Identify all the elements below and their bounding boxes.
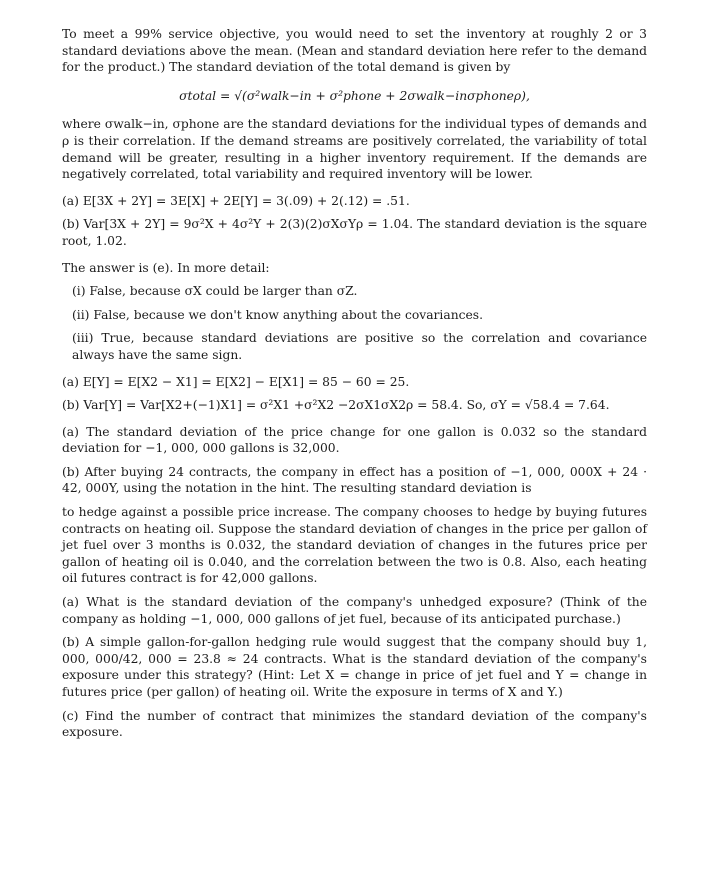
answer-intro: The answer is (e). In more detail:	[62, 260, 270, 275]
total-sd-formula: σtotal = √(σ²walk−in + σ²phone + 2σwalk−inσphoneρ),	[179, 88, 530, 103]
answer-item-iii: (iii) True, because standard deviations are positive so the correlation and covariance always have the same sign.	[72, 331, 647, 362]
answer-b2: (b) Var[Y] = Var[X2+(−1)X1] = σ²X1 +σ²X2 −2σX1σX2ρ = 58.4. So, σY = √58.4 = 7.64.	[62, 398, 610, 413]
explanation-paragraph: where σwalk−in, σphone are the standard deviations for the individual types of demands and ρ is their correlation. If the demand streams are positively correlated, the variability of total demand will be greater, resulting in a higher inventory requirement. If the demands are negatively correlated, total variability and required inventory will be lower.	[62, 117, 647, 182]
answer-item-i: (i) False, because σX could be larger than σZ.	[72, 284, 358, 299]
question-b: (b) A simple gallon-for-gallon hedging rule would suggest that the company should buy 1, 000, 000/42, 000 = 23.8 ≈ 24 contracts. What is the standard deviation of the company's exposure under this strategy? (Hint: Let X = change in price of jet fuel and Y = change in futures price (per gallon) of heating oil. Write the exposure in terms of X and Y.)	[62, 635, 647, 699]
answer-a3: (a) The standard deviation of the price change for one gallon is 0.032 so the standard deviation for −1, 000, 000 gallons is 32,000.	[62, 424, 647, 456]
answer-a2: (a) E[Y] = E[X2 − X1] = E[X2] − E[X1] = 85 − 60 = 25.	[62, 374, 410, 389]
intro-paragraph: To meet a 99% service objective, you would need to set the inventory at roughly 2 or 3 standard deviations above the mean. (Mean and standard deviation here refer to the demand for the product.) The standard deviation of the total demand is given by	[62, 27, 647, 75]
answer-b1: (b) Var[3X + 2Y] = 9σ²X + 4σ²Y + 2(3)(2)σXσYρ = 1.04. The standard deviation is the square root, 1.02.	[62, 217, 647, 248]
answer-list	[62, 283, 647, 363]
question-c: (c) Find the number of contract that minimizes the standard deviation of the company's exposure.	[62, 708, 647, 740]
question-a: (a) What is the standard deviation of the company's unhedged exposure? (Think of the company as holding −1, 000, 000 gallons of jet fuel, because of its anticipated purchase.)	[62, 595, 647, 626]
answer-b3: (b) After buying 24 contracts, the company in effect has a position of −1, 000, 000X + 24 · 42, 000Y, using the notation in the hint. The resulting standard deviation is	[62, 464, 647, 496]
answer-a1: (a) E[3X + 2Y] = 3E[X] + 2E[Y] = 3(.09) + 2(.12) = .51.	[62, 193, 410, 208]
answer-item-ii: (ii) False, because we don't know anything about the covariances.	[72, 307, 483, 322]
hedge-problem-paragraph: to hedge against a possible price increase. The company chooses to hedge by buying futures contracts on heating oil. Suppose the standard deviation of changes in the price per gallon of jet fuel over 3 months is 0.032, the standard deviation of changes in the futures price per gallon of heating oil is 0.040, and the correlation between the two is 0.8. Also, each heating oil futures contract is for 42,000 gallons.	[62, 505, 647, 586]
